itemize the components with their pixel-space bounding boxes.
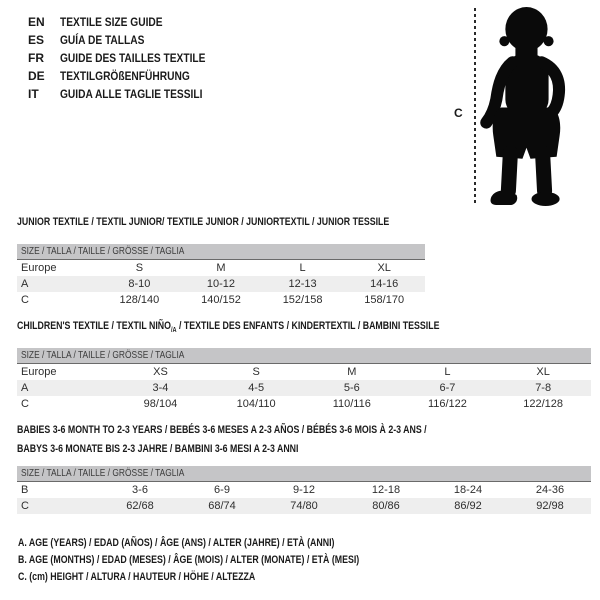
language-title: TEXTILE SIZE GUIDE xyxy=(60,15,163,29)
size-table-head xyxy=(17,348,591,364)
size-cell: 62/68 xyxy=(126,500,154,513)
language-title: GUIDE DES TAILLES TEXTILE xyxy=(60,51,206,65)
height-measure-label: C xyxy=(454,106,463,120)
size-cell: 98/104 xyxy=(143,398,178,411)
size-cell: 24-36 xyxy=(535,484,565,497)
size-cell: 3-6 xyxy=(132,484,148,497)
size-cell: 104/110 xyxy=(236,398,276,411)
size-cell: S xyxy=(135,262,144,275)
children-size-table xyxy=(17,348,591,412)
babies-table-section xyxy=(17,423,591,514)
size-cell: S xyxy=(252,366,260,379)
height-measure-figure xyxy=(448,0,596,215)
size-cell: 18-24 xyxy=(453,484,483,497)
size-cell: M xyxy=(347,366,357,379)
table-row xyxy=(17,276,425,292)
row-label: Europe xyxy=(21,366,57,379)
size-cell: 4-5 xyxy=(248,382,265,395)
size-cell: L xyxy=(299,262,306,275)
size-cell: 3-4 xyxy=(152,382,169,395)
size-header-row xyxy=(17,244,425,260)
row-label: C xyxy=(21,398,29,411)
table-row xyxy=(17,260,425,277)
size-header-row xyxy=(17,466,591,482)
language-code: ES xyxy=(28,33,45,47)
size-cell: 10-12 xyxy=(206,278,236,291)
language-row-en xyxy=(28,13,231,31)
footnote-text: B. AGE (MONTHS) / EDAD (MESES) / ÂGE (MOIS) / ALTER (MONATE) / ETÀ (MESI) xyxy=(18,554,360,566)
table-title-text: CHILDREN'S TEXTILE / TEXTIL NIÑO xyxy=(17,320,171,332)
size-cell: 116/122 xyxy=(427,398,467,411)
size-table-head xyxy=(17,244,425,260)
language-row-de xyxy=(28,67,231,85)
size-header-label: SIZE / TALLA / TAILLE / GRÖSSE / TAGLIA xyxy=(21,349,185,362)
size-cell: 7-8 xyxy=(535,382,552,395)
language-row-fr xyxy=(28,49,231,67)
footnote-a xyxy=(18,535,445,552)
size-header-row xyxy=(17,348,591,364)
size-cell: XS xyxy=(153,366,168,379)
row-label: A xyxy=(21,382,29,395)
size-header-label: SIZE / TALLA / TAILLE / GRÖSSE / TAGLIA xyxy=(21,245,185,258)
language-list xyxy=(28,13,231,103)
table-row xyxy=(17,380,591,396)
footnote-text: C. (cm) HEIGHT / ALTURA / HAUTEUR / HÖHE / ALTEZZA xyxy=(18,571,256,583)
size-header-bar xyxy=(17,244,425,260)
footnote-text: A. AGE (YEARS) / EDAD (AÑOS) / ÂGE (ANS) / ALTER (JAHRE) / ETÀ (ANNI) xyxy=(18,537,335,549)
language-code: EN xyxy=(28,15,45,29)
size-cell: 92/98 xyxy=(536,500,564,513)
table-title-line2-text: BABYS 3-6 MONATE BIS 2-3 JAHRE / BAMBINI 3-6 MESI A 2-3 ANNI xyxy=(17,443,299,456)
language-title: GUIDA ALLE TAGLIE TESSILI xyxy=(60,87,203,101)
size-cell: L xyxy=(444,366,451,379)
size-cell: 74/80 xyxy=(290,500,318,513)
size-cell: 68/74 xyxy=(208,500,236,513)
size-cell: 6-7 xyxy=(439,382,456,395)
footnotes xyxy=(18,535,445,586)
size-cell: 12-18 xyxy=(371,484,401,497)
size-cell: 122/128 xyxy=(523,398,564,411)
size-header-bar xyxy=(17,348,591,364)
table-title xyxy=(17,423,591,457)
baby-silhouette-icon xyxy=(478,4,586,210)
size-table-head xyxy=(17,466,591,482)
babies-size-table xyxy=(17,466,591,514)
size-cell: 86/92 xyxy=(454,500,482,513)
junior-size-table xyxy=(17,244,425,308)
size-cell: 140/152 xyxy=(201,294,241,307)
table-row xyxy=(17,292,425,308)
size-cell: 8-10 xyxy=(128,278,151,291)
table-title-line2 xyxy=(17,442,591,457)
junior-table-section xyxy=(17,215,482,308)
size-cell: XL xyxy=(377,262,391,275)
size-table-body xyxy=(17,482,591,515)
table-title-text: BABIES 3-6 MONTH TO 2-3 YEARS / BEBÉS 3-6 MESES A 2-3 AÑOS / BÉBÉS 3-6 MOIS À 2-3 ANS / xyxy=(17,424,427,436)
language-code: DE xyxy=(28,69,45,83)
language-row-es xyxy=(28,31,231,49)
size-cell: 152/158 xyxy=(282,294,323,307)
size-cell: 80/86 xyxy=(372,500,400,513)
table-title-text: / TEXTILE DES ENFANTS / KINDERTEXTIL / BAMBINI TESSILE xyxy=(176,320,440,332)
row-label: A xyxy=(21,278,29,291)
language-code: FR xyxy=(28,51,44,65)
height-measure-dashed-line xyxy=(474,8,476,206)
size-cell: M xyxy=(216,262,226,275)
row-label: Europe xyxy=(21,262,57,275)
language-title: GUÍA DE TALLAS xyxy=(60,33,145,47)
size-cell: 12-13 xyxy=(288,278,317,291)
size-table-body xyxy=(17,260,425,309)
language-code: IT xyxy=(28,87,39,101)
row-label: C xyxy=(21,500,29,513)
language-row-it xyxy=(28,85,231,103)
table-title xyxy=(17,215,482,234)
size-header-label: SIZE / TALLA / TAILLE / GRÖSSE / TAGLIA xyxy=(21,467,185,480)
size-table-body xyxy=(17,364,591,413)
children-table-section xyxy=(17,319,591,412)
table-row xyxy=(17,498,591,514)
table-title xyxy=(17,319,591,338)
footnote-b xyxy=(18,552,445,569)
size-cell: 5-6 xyxy=(343,382,360,395)
table-title-text: JUNIOR TEXTILE / TEXTIL JUNIOR/ TEXTILE JUNIOR / JUNIORTEXTIL / JUNIOR TESSILE xyxy=(17,216,390,228)
size-cell: 110/116 xyxy=(332,398,371,411)
table-row xyxy=(17,364,591,381)
language-title: TEXTILGRÖßENFÜHRUNG xyxy=(60,69,190,83)
size-header-bar xyxy=(17,466,591,482)
size-cell: 14-16 xyxy=(370,278,399,291)
size-cell: 6-9 xyxy=(214,484,230,497)
row-label: C xyxy=(21,294,29,307)
size-cell: 128/140 xyxy=(119,294,160,307)
table-row xyxy=(17,482,591,499)
size-cell: 9-12 xyxy=(292,484,316,497)
size-cell: 158/170 xyxy=(364,294,405,307)
table-row xyxy=(17,396,591,412)
size-cell: XL xyxy=(536,366,550,379)
footnote-c xyxy=(18,569,445,586)
table-title-sub: /A xyxy=(170,327,177,335)
row-label: B xyxy=(21,484,29,497)
